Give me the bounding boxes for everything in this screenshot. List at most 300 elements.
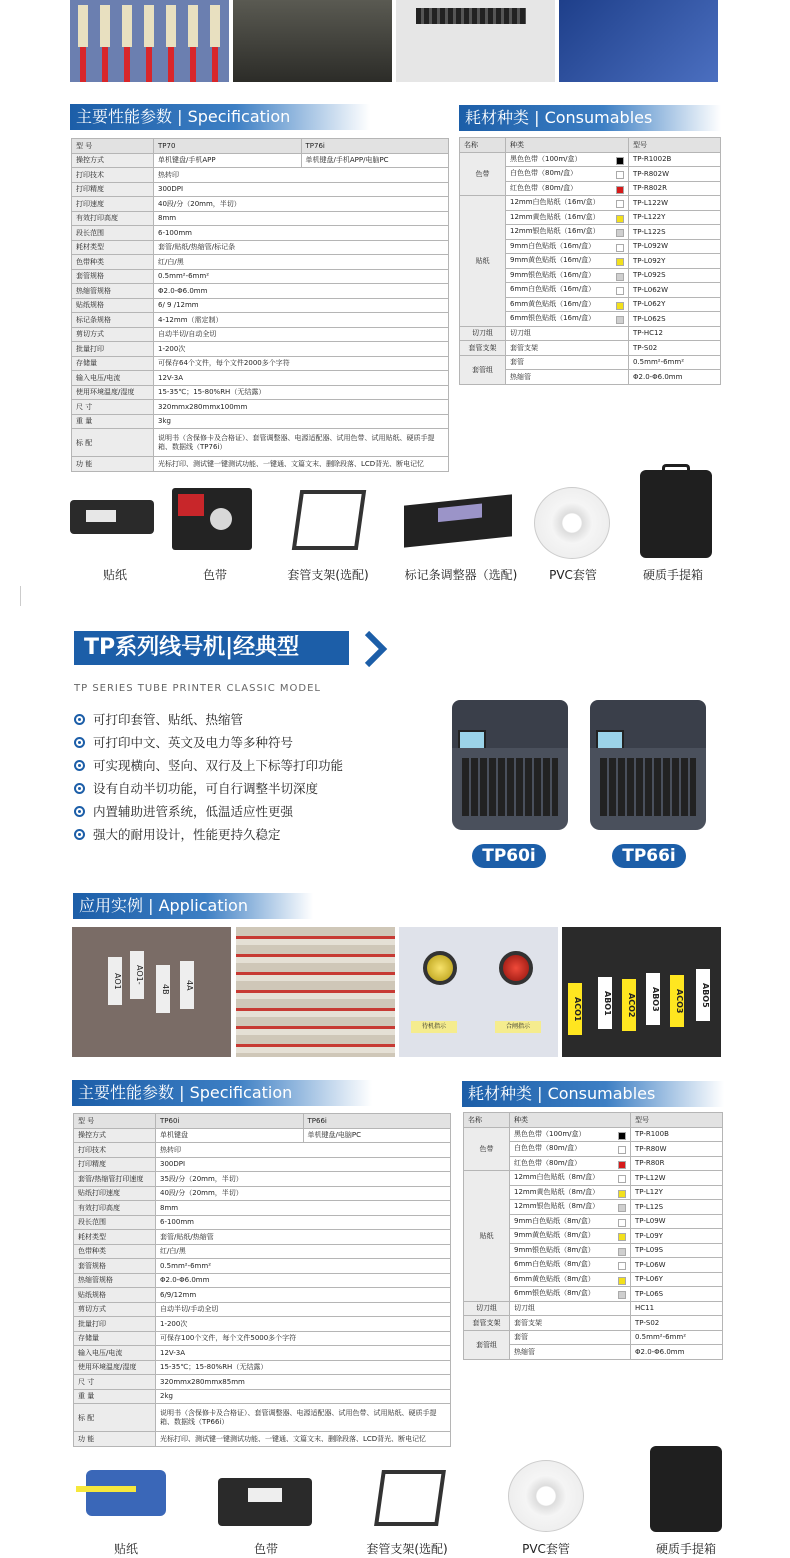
label-cartridge-image [70, 500, 154, 534]
spec-header-1: 主要性能参数 | Specification [70, 104, 370, 130]
spec-key: 尺 寸 [74, 1375, 156, 1390]
consumables-type: 白色色带（80m/盒） [510, 1142, 631, 1157]
photo-terminal-strip [396, 0, 555, 82]
spec-row [72, 371, 449, 386]
product-label: 贴纸 [113, 1542, 138, 1556]
bullet-icon [74, 714, 85, 725]
spec-value: 单机键盘/手机APP/电脑PC [301, 153, 449, 168]
photo-terminal-block [233, 0, 392, 82]
tube-holder-image [374, 1470, 446, 1526]
consumables-model: TP-L12S [631, 1200, 723, 1215]
spec-row [74, 1128, 451, 1143]
consumables-type: 红色色带（80m/盒） [510, 1156, 631, 1171]
color-swatch [618, 1204, 626, 1212]
consumables-type: 红色色带（80m/盒） [506, 181, 629, 196]
consumables-model: 0.5mm²-6mm² [631, 1330, 723, 1345]
bullet-icon [74, 760, 85, 771]
consumables-title: 耗材种类 [468, 1084, 533, 1103]
spec-header-cell: 型 号 [72, 139, 154, 154]
consumables-type: 12mm银色贴纸（8m/盒） [510, 1200, 631, 1215]
consumables-model: Φ2.0-Φ6.0mm [631, 1345, 723, 1360]
consumables-type: 6mm白色贴纸（8m/盒） [510, 1258, 631, 1273]
spec-value: 3kg [154, 414, 449, 429]
spec-row [72, 240, 449, 255]
spec-title-en: Specification [187, 107, 291, 126]
spec-value: 4-12mm（需定制） [154, 313, 449, 328]
color-swatch [616, 244, 624, 252]
consumables-type: 套管 [510, 1330, 631, 1345]
spec-key: 打印精度 [74, 1157, 156, 1172]
bullet-icon [74, 783, 85, 794]
spec-value: 12V-3A [154, 371, 449, 386]
spec-value: 光标打印、测试键一键测试功能、一键通、文篇文末、删除段落、LCD背光、断电记忆 [154, 457, 449, 472]
spec-value: 可保存64个文件，每个文件2000多个字符 [154, 356, 449, 371]
pvc-tube-roll-image [508, 1460, 584, 1532]
spec-row [72, 342, 449, 357]
spec-row [72, 182, 449, 197]
spec-key: 有效打印高度 [74, 1201, 156, 1216]
spec-key: 套管/热缩管打印速度 [74, 1172, 156, 1187]
consumables-table-1 [459, 137, 721, 385]
color-swatch [618, 1291, 626, 1299]
spec-value: 0.5mm²-6mm² [154, 269, 449, 284]
pvc-tube-roll-image [534, 487, 610, 559]
consumables-model: TP-HC12 [629, 326, 721, 341]
series-title-bar [74, 631, 349, 665]
consumables-model: TP-L122W [629, 196, 721, 211]
spec-key: 尺 寸 [72, 400, 154, 415]
color-swatch [618, 1277, 626, 1285]
spec-header-cell: TP76i [301, 139, 449, 154]
spec-row [74, 1157, 451, 1172]
spec-header-cell: TP66i [303, 1114, 451, 1129]
consumables-model: TP-L062W [629, 283, 721, 298]
spec-row [74, 1143, 451, 1158]
model-badge-tp60i: TP60i [472, 844, 546, 868]
color-swatch [616, 186, 624, 194]
color-swatch [616, 287, 624, 295]
spec-value: 热转印 [156, 1143, 451, 1158]
spec-row [72, 211, 449, 226]
consumables-row [460, 196, 721, 211]
consumables-header-cell: 种类 [506, 138, 629, 153]
spec-row [72, 255, 449, 270]
product-label: 标记条调整器（选配) [404, 568, 518, 582]
consumables-model: TP-S02 [631, 1316, 723, 1331]
consumables-group: 套管组 [464, 1330, 510, 1359]
spec-key: 耗材类型 [72, 240, 154, 255]
spec-value: Φ2.0-Φ6.0mm [156, 1273, 451, 1288]
spec-key: 使用环境温度/湿度 [72, 385, 154, 400]
printer-tp60i-image [452, 700, 568, 830]
consumables-group: 色带 [460, 152, 506, 196]
spec-value: 320mmx280mmx85mm [156, 1375, 451, 1390]
consumables-model: TP-R802R [629, 181, 721, 196]
product-label: 贴纸 [102, 568, 127, 582]
bullet-icon [74, 829, 85, 840]
spec-key: 剪切方式 [72, 327, 154, 342]
spec-key: 剪切方式 [74, 1302, 156, 1317]
consumables-model: Φ2.0-Φ6.0mm [629, 370, 721, 385]
consumables-type: 6mm黄色贴纸（8m/盒） [510, 1272, 631, 1287]
spec-row [74, 1389, 451, 1404]
spec-row [72, 327, 449, 342]
consumables-type: 黑色色带（100m/盒） [510, 1127, 631, 1142]
spec-value: 6-100mm [156, 1215, 451, 1230]
spec-title-en: Specification [189, 1083, 293, 1102]
consumables-group: 贴纸 [464, 1171, 510, 1302]
spec-value: 35段/分（20mm，半切） [156, 1172, 451, 1187]
consumables-model: TP-R80R [631, 1156, 723, 1171]
bullet-icon [74, 737, 85, 748]
consumables-model: TP-L12Y [631, 1185, 723, 1200]
spec-row [72, 153, 449, 168]
spec-value: 40段/分（20mm，半切） [156, 1186, 451, 1201]
consumables-model: TP-L122Y [629, 210, 721, 225]
feature-item: 可打印套管、贴纸、热缩管 [74, 710, 243, 730]
spec-key: 贴纸规格 [74, 1288, 156, 1303]
consumables-type: 12mm黄色贴纸（16m/盒） [506, 210, 629, 225]
consumables-type: 6mm银色贴纸（16m/盒） [506, 312, 629, 327]
color-swatch [618, 1146, 626, 1154]
spec-row [74, 1302, 451, 1317]
spec-value: 8mm [156, 1201, 451, 1216]
spec-value: 6/9/12mm [156, 1288, 451, 1303]
consumables-header-cell: 种类 [510, 1113, 631, 1128]
spec-row [74, 1259, 451, 1274]
spec-key: 段长范围 [74, 1215, 156, 1230]
consumables-type: 热缩管 [510, 1345, 631, 1360]
color-swatch [616, 302, 624, 310]
spec-row [74, 1172, 451, 1187]
consumables-header-cell: 名称 [464, 1113, 510, 1128]
consumables-row [464, 1127, 723, 1142]
consumables-header-cell: 型号 [631, 1113, 723, 1128]
consumables-model: TP-L062Y [629, 297, 721, 312]
spec-key: 重 量 [72, 414, 154, 429]
spec-table-1 [71, 138, 449, 472]
color-swatch [618, 1262, 626, 1270]
spec-value: 自动半切/手动全切 [156, 1302, 451, 1317]
consumables-type: 套管 [506, 355, 629, 370]
product-label: 色带 [202, 568, 227, 582]
spec-value: 15-35℃；15-80%RH（无结露） [154, 385, 449, 400]
spec-row [72, 197, 449, 212]
consumables-type: 9mm银色贴纸（16m/盒） [506, 268, 629, 283]
consumables-model: TP-L092W [629, 239, 721, 254]
spec-value: 40段/分（20mm，半切） [154, 197, 449, 212]
spec-key: 打印技术 [74, 1143, 156, 1158]
spec-header-2: 主要性能参数 | Specification [72, 1080, 372, 1106]
divider [20, 586, 21, 606]
spec-value: 单机键盘/手机APP [154, 153, 302, 168]
consumables-group: 色带 [464, 1127, 510, 1171]
application-photo-terminal-block [236, 927, 395, 1057]
spec-key: 批量打印 [72, 342, 154, 357]
consumables-group: 切刀组 [460, 326, 506, 341]
consumables-model: TP-R100B [631, 1127, 723, 1142]
consumables-row [460, 326, 721, 341]
consumables-type: 12mm银色贴纸（16m/盒） [506, 225, 629, 240]
application-title: 应用实例 [79, 896, 144, 915]
spec-key: 功 能 [74, 1432, 156, 1447]
consumables-model: TP-L09W [631, 1214, 723, 1229]
consumables-row [460, 341, 721, 356]
spec-key: 打印技术 [72, 168, 154, 183]
product-label: PVC套管 [522, 1542, 570, 1556]
consumables-group: 套管支架 [460, 341, 506, 356]
spec-row [74, 1230, 451, 1245]
consumables-group: 贴纸 [460, 196, 506, 327]
spec-row [74, 1360, 451, 1375]
consumables-header-row [460, 138, 721, 153]
spec-value: 1-200次 [154, 342, 449, 357]
spec-value: 自动半切/自动全切 [154, 327, 449, 342]
spec-row [72, 385, 449, 400]
spec-key: 标 配 [72, 429, 154, 457]
tube-holder-image [292, 490, 366, 550]
consumables-model: TP-L122S [629, 225, 721, 240]
color-swatch [616, 229, 624, 237]
consumables-title-en: Consumables [544, 108, 653, 127]
spec-value: 320mmx280mmx100mm [154, 400, 449, 415]
chevron-right-icon [363, 631, 389, 667]
spec-row [74, 1317, 451, 1332]
spec-row [74, 1404, 451, 1432]
consumables-type: 9mm白色贴纸（8m/盒） [510, 1214, 631, 1229]
spec-key: 输入电压/电流 [74, 1346, 156, 1361]
spec-row [72, 414, 449, 429]
spec-value: 6/ 9 /12mm [154, 298, 449, 313]
spec-title: 主要性能参数 [76, 107, 173, 126]
color-swatch [618, 1132, 626, 1140]
color-swatch [618, 1175, 626, 1183]
consumables-type: 切刀组 [506, 326, 629, 341]
spec-row [72, 269, 449, 284]
consumables-row [464, 1301, 723, 1316]
spec-key: 批量打印 [74, 1317, 156, 1332]
ribbon-cartridge-image [172, 488, 252, 550]
consumables-header-cell: 名称 [460, 138, 506, 153]
application-photo-indicators: 待机指示 合闸指示 [399, 927, 558, 1057]
photo-blue-wires [559, 0, 718, 82]
consumables-type: 6mm白色贴纸（16m/盒） [506, 283, 629, 298]
color-swatch [616, 157, 624, 165]
consumables-type: 热缩管 [506, 370, 629, 385]
spec-header-cell: TP60i [156, 1114, 304, 1129]
application-photo-colored-wires: ACO1 ABO1 ACO2 ABO3 ACO3 ABO5 [562, 927, 721, 1057]
spec-value: 单机键盘 [156, 1128, 304, 1143]
product-label: 套管支架(选配) [287, 568, 369, 582]
consumables-model: TP-L092S [629, 268, 721, 283]
consumables-row [464, 1171, 723, 1186]
spec-value: 12V-3A [156, 1346, 451, 1361]
consumables-header-row [464, 1113, 723, 1128]
spec-value: 红/白/黑 [154, 255, 449, 270]
spec-header-row [72, 139, 449, 154]
spec-row [72, 429, 449, 457]
spec-row [72, 313, 449, 328]
feature-item: 设有自动半切功能，可自行调整半切深度 [74, 779, 318, 799]
spec-row [74, 1273, 451, 1288]
spec-key: 有效打印高度 [72, 211, 154, 226]
ribbon-cartridge-image [218, 1478, 312, 1526]
color-swatch [618, 1161, 626, 1169]
spec-row [72, 298, 449, 313]
application-photo-terminals: AO1 AO1- 4B 4A [72, 927, 231, 1057]
consumables-type: 12mm白色贴纸（16m/盒） [506, 196, 629, 211]
product-label: 套管支架(选配) [366, 1542, 448, 1556]
spec-key: 打印速度 [72, 197, 154, 212]
color-swatch [616, 258, 624, 266]
spec-key: 操控方式 [72, 153, 154, 168]
consumables-model: TP-L06S [631, 1287, 723, 1302]
wire-label-illustration [70, 0, 229, 82]
consumables-type: 6mm银色贴纸（8m/盒） [510, 1287, 631, 1302]
consumables-model: TP-L12W [631, 1171, 723, 1186]
spec-value: 红/白/黑 [156, 1244, 451, 1259]
spec-key: 存储量 [74, 1331, 156, 1346]
color-swatch [616, 273, 624, 281]
spec-value: 套管/贴纸/热缩管 [156, 1230, 451, 1245]
spec-key: 段长范围 [72, 226, 154, 241]
spec-key: 色带种类 [72, 255, 154, 270]
spec-row [72, 168, 449, 183]
consumables-group: 切刀组 [464, 1301, 510, 1316]
consumables-type: 9mm黄色贴纸（16m/盒） [506, 254, 629, 269]
spec-key: 贴纸打印速度 [74, 1186, 156, 1201]
consumables-model: TP-L09Y [631, 1229, 723, 1244]
feature-item: 可打印中文、英文及电力等多种符号 [74, 733, 293, 753]
spec-key: 套管规格 [74, 1259, 156, 1274]
hard-case-image [650, 1446, 722, 1532]
consumables-title: 耗材种类 [465, 108, 530, 127]
color-swatch [616, 316, 624, 324]
consumables-title-en: Consumables [547, 1084, 656, 1103]
consumables-type: 9mm白色贴纸（16m/盒） [506, 239, 629, 254]
spec-row [74, 1432, 451, 1447]
spec-value: 6-100mm [154, 226, 449, 241]
spec-value: 0.5mm²-6mm² [156, 1259, 451, 1274]
series-title: TP系列线号机|经典型 [84, 635, 300, 660]
spec-value: 2kg [156, 1389, 451, 1404]
color-swatch [616, 215, 624, 223]
hard-case-image [640, 470, 712, 558]
product-label: PVC套管 [549, 568, 597, 582]
spec-key: 色带种类 [74, 1244, 156, 1259]
consumables-row [460, 152, 721, 167]
model-badge-tp66i: TP66i [612, 844, 686, 868]
consumables-header-2: 耗材种类 | Consumables [462, 1081, 724, 1107]
spec-value: 光标打印、测试键一键测试功能、一键通、文篇文末、删除段落、LCD背光、断电记忆 [156, 1432, 451, 1447]
photo-wires-labels [70, 0, 229, 82]
consumables-model: TP-R1002B [629, 152, 721, 167]
series-subtitle: TP SERIES TUBE PRINTER CLASSIC MODEL [74, 683, 321, 694]
consumables-group: 套管支架 [464, 1316, 510, 1331]
spec-value: 8mm [154, 211, 449, 226]
consumables-model: TP-L09S [631, 1243, 723, 1258]
spec-key: 输入电压/电流 [72, 371, 154, 386]
consumables-type: 白色色带（80m/盒） [506, 167, 629, 182]
consumables-header-1: 耗材种类 | Consumables [459, 105, 721, 131]
consumables-model: TP-L062S [629, 312, 721, 327]
spec-value: 单机键盘/电脑PC [303, 1128, 451, 1143]
consumables-type: 9mm银色贴纸（8m/盒） [510, 1243, 631, 1258]
spec-row [74, 1244, 451, 1259]
spec-value: Φ2.0-Φ6.0mm [154, 284, 449, 299]
marker-adjuster-image [404, 494, 512, 547]
color-swatch [618, 1190, 626, 1198]
printer-tp66i-image [590, 700, 706, 830]
spec-row [74, 1375, 451, 1390]
consumables-model: TP-R80W [631, 1142, 723, 1157]
spec-value: 1-200次 [156, 1317, 451, 1332]
spec-row [74, 1215, 451, 1230]
spec-key: 功 能 [72, 457, 154, 472]
spec-key: 耗材类型 [74, 1230, 156, 1245]
product-label: 硬质手提箱 [642, 568, 703, 582]
spec-value: 15-35℃；15-80%RH（无结露） [156, 1360, 451, 1375]
spec-key: 套管规格 [72, 269, 154, 284]
feature-item: 强大的耐用设计，性能更持久稳定 [74, 825, 281, 845]
application-header: 应用实例 | Application [73, 893, 313, 919]
consumables-type: 9mm黄色贴纸（8m/盒） [510, 1229, 631, 1244]
feature-item: 内置辅助进管系统，低温适应性更强 [74, 802, 293, 822]
consumables-model: TP-S02 [629, 341, 721, 356]
color-swatch [618, 1248, 626, 1256]
spec-row [74, 1201, 451, 1216]
consumables-type: 12mm白色贴纸（8m/盒） [510, 1171, 631, 1186]
color-swatch [618, 1233, 626, 1241]
spec-header-cell: 型 号 [74, 1114, 156, 1129]
spec-row [74, 1186, 451, 1201]
application-title-en: Application [158, 896, 248, 915]
spec-key: 热缩管规格 [74, 1273, 156, 1288]
spec-key: 标记条规格 [72, 313, 154, 328]
spec-value: 300DPI [154, 182, 449, 197]
spec-key: 存储量 [72, 356, 154, 371]
color-swatch [616, 171, 624, 179]
spec-row [72, 457, 449, 472]
consumables-table-2 [463, 1112, 723, 1360]
spec-key: 热缩管规格 [72, 284, 154, 299]
consumables-type: 套管支架 [510, 1316, 631, 1331]
consumables-model: TP-L06W [631, 1258, 723, 1273]
consumables-type: 6mm黄色贴纸（16m/盒） [506, 297, 629, 312]
spec-key: 贴纸规格 [72, 298, 154, 313]
spec-key: 标 配 [74, 1404, 156, 1432]
spec-header-cell: TP70 [154, 139, 302, 154]
spec-row [72, 284, 449, 299]
consumables-type: 套管支架 [506, 341, 629, 356]
consumables-type: 切刀组 [510, 1301, 631, 1316]
product-label: 硬质手提箱 [655, 1542, 716, 1556]
consumables-model: TP-R802W [629, 167, 721, 182]
spec-value: 说明书（含保修卡及合格证）、套管调整器、电源适配器、试用色带、试用贴纸、硬质手提箱、数据线（TP66i） [156, 1404, 451, 1432]
spec-value: 热转印 [154, 168, 449, 183]
product-label: 色带 [253, 1542, 278, 1556]
spec-value: 300DPI [156, 1157, 451, 1172]
label-cartridge-image [86, 1470, 166, 1516]
spec-row [72, 356, 449, 371]
spec-table-2 [73, 1113, 451, 1447]
spec-value: 套管/贴纸/热缩管/标记条 [154, 240, 449, 255]
consumables-model: 0.5mm²-6mm² [629, 355, 721, 370]
feature-item: 可实现横向、竖向、双行及上下标等打印功能 [74, 756, 343, 776]
consumables-header-cell: 型号 [629, 138, 721, 153]
spec-title: 主要性能参数 [78, 1083, 175, 1102]
spec-key: 使用环境温度/湿度 [74, 1360, 156, 1375]
